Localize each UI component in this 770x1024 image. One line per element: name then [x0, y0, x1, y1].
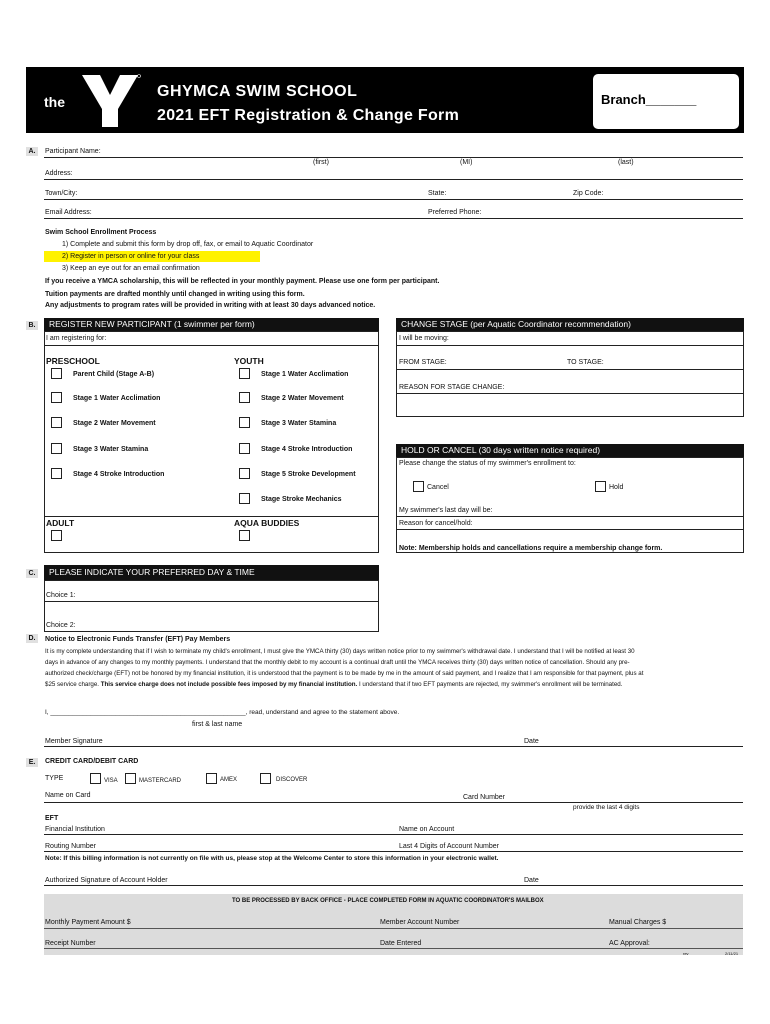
signature-date-label: Date [524, 738, 539, 745]
amex-label: AMEX [220, 777, 238, 783]
youth-item-3: Stage 4 Stroke Introduction [261, 446, 353, 453]
eft-notice-title: Notice to Electronic Funds Transfer (EFT) Pay Members [45, 636, 231, 643]
last-day-field[interactable] [396, 516, 744, 517]
office-row1-field[interactable] [44, 928, 743, 929]
checkbox-youth-stage6[interactable] [239, 493, 250, 504]
participant-name-field[interactable] [44, 157, 743, 158]
name-on-account-label: Name on Account [399, 826, 455, 833]
receipt-number-label: Receipt Number [45, 940, 96, 947]
divider [396, 345, 744, 346]
reason-change-field[interactable] [396, 393, 744, 394]
discover-label: DISCOVER [276, 777, 308, 783]
back-office-title: TO BE PROCESSED BY BACK OFFICE - PLACE COMPLETED FORM IN AQUATIC COORDINATOR'S MAILBOX [232, 898, 544, 904]
financial-institution-label: Financial Institution [45, 826, 105, 833]
visa-label: VISA [104, 778, 118, 784]
process-step-3: 3) Keep an eye out for an email confirmation [62, 265, 200, 272]
section-a-label: A. [26, 147, 38, 156]
address-field[interactable] [44, 179, 743, 180]
eft-fee-bold: This service charge does not include possible fees imposed by my financial institution. [100, 681, 358, 688]
member-signature-label: Member Signature [45, 738, 103, 745]
checkbox-preschool-stage1[interactable] [51, 392, 62, 403]
footer-date: 2/11/21 [725, 951, 739, 956]
will-be-moving-label: I will be moving: [399, 335, 449, 342]
eft-termination-text: I understand that if two EFT payments are rejected, my swimmer's enrollment will be terminated. [358, 681, 623, 688]
preferred-day-header: PLEASE INDICATE YOUR PREFERRED DAY & TIME [44, 565, 379, 580]
checkbox-aqua-buddies[interactable] [239, 530, 250, 541]
youth-item-5: Stage Stroke Mechanics [261, 496, 342, 503]
address-label: Address: [45, 170, 73, 177]
checkbox-mastercard[interactable] [125, 773, 136, 784]
checkbox-parent-child[interactable] [51, 368, 62, 379]
cancel-label: Cancel [427, 484, 449, 491]
tuition-note: Tuition payments are drafted monthly until changed in writing using this form. [45, 291, 305, 298]
routing-number-label: Routing Number [45, 843, 96, 850]
change-stage-box [396, 331, 744, 417]
ymca-logo-small: YMCA [118, 106, 131, 122]
section-b-label: B. [26, 321, 38, 330]
checkbox-youth-stage1[interactable] [239, 368, 250, 379]
hold-label: Hold [609, 484, 624, 491]
form-header [26, 67, 744, 133]
preferred-day-box [44, 580, 379, 632]
checkbox-visa[interactable] [90, 773, 101, 784]
mi-hint: (MI) [460, 159, 473, 166]
email-phone-field[interactable] [44, 218, 743, 219]
routing-field[interactable] [44, 851, 743, 852]
choice2-label: Choice 2: [46, 622, 76, 629]
preschool-item-4: Stage 4 Stroke Introduction [73, 471, 165, 478]
town-city-label: Town/City: [45, 190, 78, 197]
change-stage-header: CHANGE STAGE (per Aquatic Coordinator recommendation) [396, 318, 744, 331]
youth-item-2: Stage 3 Water Stamina [261, 420, 337, 427]
first-name-hint: (first) [313, 159, 329, 166]
date-entered-label: Date Entered [380, 940, 422, 947]
checkbox-preschool-stage4[interactable] [51, 468, 62, 479]
preschool-heading: PRESCHOOL [46, 356, 100, 366]
ymca-logo-icon [78, 73, 142, 129]
registering-for-label: I am registering for: [46, 335, 107, 342]
zip-label: Zip Code: [573, 190, 604, 197]
institution-field[interactable] [44, 834, 743, 835]
town-state-zip-field[interactable] [44, 199, 743, 200]
section-c-label: C. [26, 569, 38, 578]
reason-hold-field[interactable] [396, 529, 744, 530]
reason-change-label: REASON FOR STAGE CHANGE: [399, 384, 505, 391]
please-change-label: Please change the status of my swimmer's enrollment to: [399, 460, 576, 467]
branch-field[interactable] [593, 74, 739, 129]
membership-note: Note: Membership holds and cancellations require a membership change form. [399, 545, 663, 552]
scholarship-note: If you receive a YMCA scholarship, this will be reflected in your monthly payment. Please use one form per participant. [45, 278, 440, 285]
eft-fee-text: $25 service charge. [45, 681, 99, 688]
phone-label: Preferred Phone: [428, 209, 482, 216]
participant-name-label: Participant Name: [45, 148, 101, 155]
eft-notice-line-2: days in advance of any changes to my monthly payments. I understand that the monthly debit to my account is a continual draft until the YMCA receives thirty (30) days written notice of cancellation. Should any pre- [45, 659, 630, 666]
divider [44, 345, 379, 346]
preschool-item-3: Stage 3 Water Stamina [73, 446, 149, 453]
mastercard-label: MASTERCARD [139, 778, 182, 784]
aqua-buddies-heading: AQUA BUDDIES [234, 518, 300, 528]
adult-heading: ADULT [46, 518, 75, 528]
section-e-label: E. [26, 758, 38, 767]
checkbox-amex[interactable] [206, 773, 217, 784]
process-step-2: 2) Register in person or online for your class [62, 253, 200, 260]
auth-date-label: Date [524, 877, 539, 884]
form-title-line2: 2021 EFT Registration & Change Form [157, 107, 460, 124]
card-type-label: TYPE [45, 775, 64, 782]
monthly-payment-label: Monthly Payment Amount $ [45, 919, 131, 926]
to-stage-label: TO STAGE: [567, 359, 604, 366]
last4-account-label: Last 4 Digits of Account Number [399, 843, 499, 850]
preschool-item-0: Parent Child (Stage A-B) [73, 371, 155, 378]
credit-card-title: CREDIT CARD/DEBIT CARD [45, 758, 139, 765]
reason-hold-label: Reason for cancel/hold: [399, 520, 473, 527]
checkbox-adult[interactable] [51, 530, 62, 541]
form-title-line1: GHYMCA SWIM SCHOOL [157, 83, 358, 100]
youth-heading: YOUTH [234, 356, 264, 366]
member-signature-field[interactable] [44, 746, 743, 747]
youth-item-1: Stage 2 Water Movement [261, 395, 344, 402]
youth-item-4: Stage 5 Stroke Development [261, 471, 356, 478]
eft-title: EFT [45, 815, 59, 822]
email-label: Email Address: [45, 209, 92, 216]
checkbox-youth-stage4[interactable] [239, 443, 250, 454]
agreement-statement: I, ______________________________________________________, read, understand and agree to the statement above. [45, 709, 400, 716]
checkbox-preschool-stage2[interactable] [51, 417, 62, 428]
state-label: State: [428, 190, 447, 197]
billing-note: Note: If this billing information is not currently on file with us, please stop at the Welcome Center to store this information in your electronic wallet. [45, 855, 499, 862]
member-account-label: Member Account Number [380, 919, 460, 926]
checkbox-discover[interactable] [260, 773, 271, 784]
hold-cancel-header: HOLD OR CANCEL (30 days written notice required) [396, 444, 744, 457]
process-title: Swim School Enrollment Process [45, 229, 157, 236]
adjustments-note: Any adjustments to program rates will be provided in writing with at least 30 days advanced notice. [45, 302, 376, 309]
last-day-label: My swimmer's last day will be: [399, 507, 493, 514]
ymca-logo-text: the [44, 94, 65, 110]
ac-approval-label: AC Approval: [609, 940, 650, 947]
auth-signature-field[interactable] [44, 885, 743, 886]
manual-charges-label: Manual Charges $ [609, 919, 667, 926]
eft-notice-line-1: It is my complete understanding that if I wish to terminate my child's enrollment, I must give the YMCA thirty (30) days written notice prior to my swimmer's withdrawal date. I understand that I will be notified at least 30 [45, 648, 635, 655]
divider [44, 516, 379, 517]
preschool-item-2: Stage 2 Water Movement [73, 420, 156, 427]
first-last-hint: first & last name [192, 721, 243, 728]
name-on-card-label: Name on Card [45, 792, 91, 799]
from-stage-label: FROM STAGE: [399, 359, 447, 366]
checkbox-youth-stage2[interactable] [239, 392, 250, 403]
choice1-label: Choice 1: [46, 592, 76, 599]
eft-notice-line-4 [45, 679, 742, 690]
last-name-hint: (last) [618, 159, 634, 166]
office-row2-field[interactable] [44, 948, 743, 949]
branch-label: Branch_______ [601, 92, 697, 107]
preschool-item-1: Stage 1 Water Acclimation [73, 395, 161, 402]
choice1-field[interactable] [44, 601, 379, 602]
checkbox-preschool-stage3[interactable] [51, 443, 62, 454]
checkbox-youth-stage3[interactable] [239, 417, 250, 428]
from-to-stage-field[interactable] [396, 369, 744, 370]
youth-item-0: Stage 1 Water Acclimation [261, 371, 349, 378]
checkbox-cancel[interactable] [413, 481, 424, 492]
hold-cancel-box [396, 457, 744, 553]
section-d-label: D. [26, 634, 38, 643]
footer-rev: rev [683, 951, 689, 956]
checkbox-hold[interactable] [595, 481, 606, 492]
process-step-1: 1) Complete and submit this form by drop off, fax, or email to Aquatic Coordinator [62, 241, 314, 248]
last-4-hint: provide the last 4 digits [573, 804, 640, 811]
register-header: REGISTER NEW PARTICIPANT (1 swimmer per form) [44, 318, 379, 331]
eft-notice-line-3: authorized check/charge (EFT) not be honored by my financial institution, it is understood that the payment is to be made by me in the amount of said payment, and I realize that I am responsible for that payment, plus at [45, 670, 644, 677]
checkbox-youth-stage5[interactable] [239, 468, 250, 479]
auth-signature-label: Authorized Signature of Account Holder [45, 877, 168, 884]
card-number-label: Card Number [463, 794, 506, 801]
